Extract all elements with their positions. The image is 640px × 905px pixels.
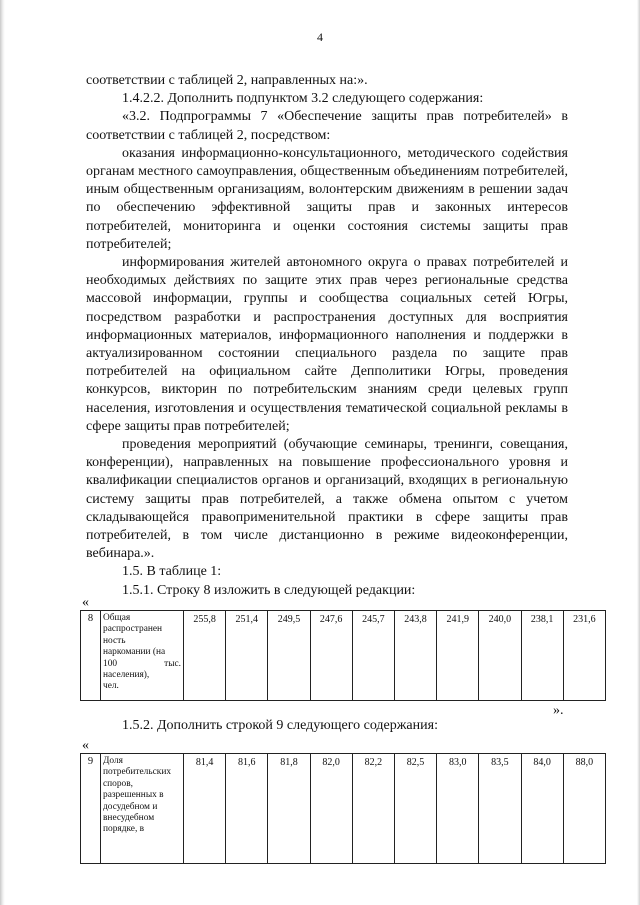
paragraph-1-5: 1.5. В таблице 1: (122, 564, 222, 580)
paragraph-informing: информирования жителей автономного округа о правах потребителей и необходимых действиях по защите этих прав через региональные средства массовой информации, группы и сообщества социальных сетей Югры, посредством разработки и распространения доступных для восприятия информационных материалов, информационного наполнения и поддержки в актуализированном состоянии специального раздела по защите прав потребителей на официальном сайте Депполитики Югры, проведения конкурсов, викторин по потребительским знаниям среди целевых групп населения, изготовления и осуществления тематической социальной рекламы в сфере защиты прав потребителей; (86, 255, 568, 434)
paragraph-1-5-2: 1.5.2. Дополнить строкой 9 следующего содержания: (122, 718, 438, 733)
table-cell: 84,0 (521, 754, 563, 864)
table-row-9 (80, 753, 606, 864)
paragraph-1-4-2-2: 1.4.2.2. Дополнить подпунктом 3.2 следующего содержания: (122, 91, 484, 107)
open-quote-row8: « (82, 595, 89, 610)
table-cell: 83,5 (479, 754, 521, 864)
table-cell: 251,4 (226, 611, 268, 701)
table-cell: 247,6 (310, 611, 352, 701)
table-cell: 81,4 (184, 754, 226, 864)
document-body-lower (86, 717, 568, 735)
table-cell: 255,8 (184, 611, 226, 701)
table-cell: 88,0 (563, 754, 605, 864)
table-cell: 245,7 (352, 611, 394, 701)
table-cell: 82,5 (394, 754, 436, 864)
table-cell: 81,6 (226, 754, 268, 864)
document-body (86, 72, 568, 600)
paragraph-continuation: соответствии с таблицей 2, направленных на:». (86, 73, 368, 88)
paragraph-3-2: «3.2. Подпрограммы 7 «Обеспечение защиты прав потребителей» в соответствии с таблицей 2, посредством: (86, 109, 568, 143)
paragraph-1-5-1: 1.5.1. Строку 8 изложить в следующей редакции: (122, 582, 416, 598)
indicator-label: Общая распространен ность наркомании (на 100 тыс. населения), чел. (101, 611, 184, 701)
table-cell: 241,9 (437, 611, 479, 701)
table-cell: 231,6 (563, 611, 605, 701)
scan-edge-left (0, 0, 5, 905)
row-number: 9 (81, 754, 101, 864)
paragraph-consulting: оказания информационно-консультационного, методического содействия органам местного самоуправления, общественным объединениям потребителей, иным общественным организациям, волонтерским движениям в решении задач по обеспечению эффективной защиты прав и законных интересов потребителей, мониторинга и оценки состояния системы защиты прав потребителей; (86, 145, 568, 252)
open-quote-row9: « (82, 738, 89, 753)
table-cell: 238,1 (521, 611, 563, 701)
page-number: 4 (317, 30, 323, 44)
table-cell: 243,8 (394, 611, 436, 701)
indicator-label: Доля потребительских споров, разрешенных в досудебном и внесудебном порядке, в (101, 754, 184, 864)
close-quote-row8: ». (553, 703, 564, 718)
table-cell: 83,0 (437, 754, 479, 864)
table-row-8 (80, 610, 606, 701)
table-cell: 81,8 (268, 754, 310, 864)
row-number: 8 (81, 611, 101, 701)
paragraph-events: проведения мероприятий (обучающие семинары, тренинги, совещания, конференции), направленных на повышение профессионального уровня и квалификации специалистов органов и организаций, входящих в региональную систему защиты прав потребителей, а также обмена опытом с учетом складывающейся правоприменительной практики в сфере защиты прав потребителей, в том числе дистанционно в режиме видеоконференции, вебинара.». (86, 437, 568, 562)
table-cell: 82,0 (310, 754, 352, 864)
table-cell: 82,2 (352, 754, 394, 864)
table-cell: 240,0 (479, 611, 521, 701)
table-cell: 249,5 (268, 611, 310, 701)
